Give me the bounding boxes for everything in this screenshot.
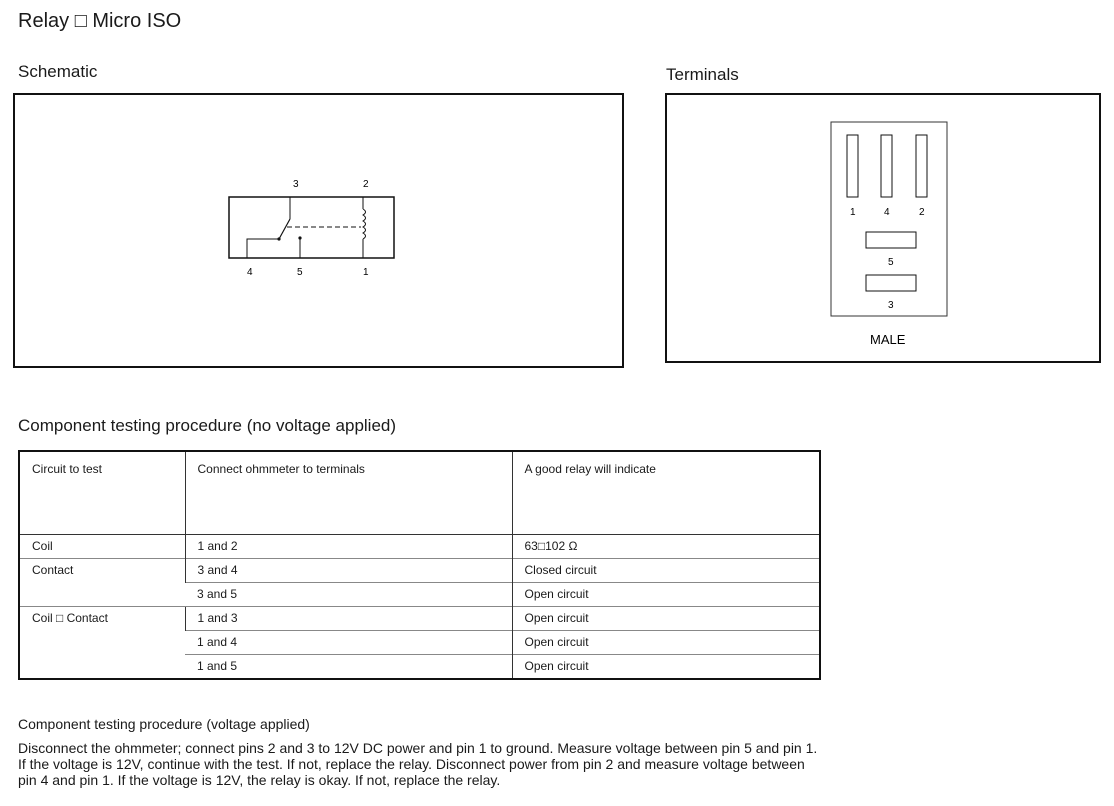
schematic-pin-2: 2 (363, 179, 369, 190)
terminal-pin-3: 3 (888, 300, 894, 311)
column-header: Connect ohmmeter to terminals (185, 451, 512, 535)
table-cell: Coil □ Contact (19, 607, 185, 680)
table-row (19, 535, 820, 559)
terminal-pin-2: 2 (919, 207, 925, 218)
schematic-pin-4: 4 (247, 267, 253, 278)
instruction-line: Disconnect the ohmmeter; connect pins 2 and 3 to 12V DC power and pin 1 to ground. Measure voltage between pin 5 and pin 1. (18, 740, 818, 756)
connector-gender-label: MALE (870, 332, 906, 347)
table-cell: 1 and 3 (185, 607, 512, 631)
column-header: A good relay will indicate (512, 451, 820, 535)
terminal-layout-diagram (667, 95, 1099, 361)
table-cell: 63□102 Ω (512, 535, 820, 559)
table-cell: Open circuit (512, 655, 820, 680)
table-cell: 1 and 2 (185, 535, 512, 559)
terminals-panel (665, 93, 1101, 363)
table-cell: Open circuit (512, 607, 820, 631)
table-cell: Open circuit (512, 631, 820, 655)
terminal-pin-1: 1 (850, 207, 856, 218)
schematic-pin-3: 3 (293, 179, 299, 190)
instruction-line: pin 4 and pin 1. If the voltage is 12V, the relay is okay. If not, replace the relay. (18, 772, 501, 788)
table-cell: Coil (19, 535, 185, 559)
schematic-pin-1: 1 (363, 267, 369, 278)
schematic-panel (13, 93, 624, 368)
column-header: Circuit to test (19, 451, 185, 535)
page-title: Relay □ Micro ISO (18, 10, 182, 32)
table-row (19, 559, 820, 583)
table-header-row (19, 451, 820, 535)
table-cell: Contact (19, 559, 185, 607)
voltage-test-heading: Component testing procedure (voltage applied) (18, 716, 310, 732)
schematic-heading: Schematic (18, 62, 98, 81)
table-cell: Open circuit (512, 583, 820, 607)
voltage-test-instructions (18, 740, 878, 788)
component-test-table (18, 450, 821, 680)
terminal-pin-5: 5 (888, 257, 894, 268)
table-cell: 1 and 5 (185, 655, 512, 680)
table-cell: 3 and 5 (185, 583, 512, 607)
table-cell: Closed circuit (512, 559, 820, 583)
relay-schematic-diagram (15, 95, 622, 366)
terminal-pin-4: 4 (884, 207, 890, 218)
table-row (19, 607, 820, 631)
table-cell: 1 and 4 (185, 631, 512, 655)
no-voltage-heading: Component testing procedure (no voltage applied) (18, 416, 397, 435)
terminals-heading: Terminals (666, 65, 739, 84)
instruction-line: If the voltage is 12V, continue with the test. If not, replace the relay. Disconnect power from pin 2 and measure voltage between (18, 756, 805, 772)
schematic-pin-5: 5 (297, 267, 303, 278)
table-cell: 3 and 4 (185, 559, 512, 583)
